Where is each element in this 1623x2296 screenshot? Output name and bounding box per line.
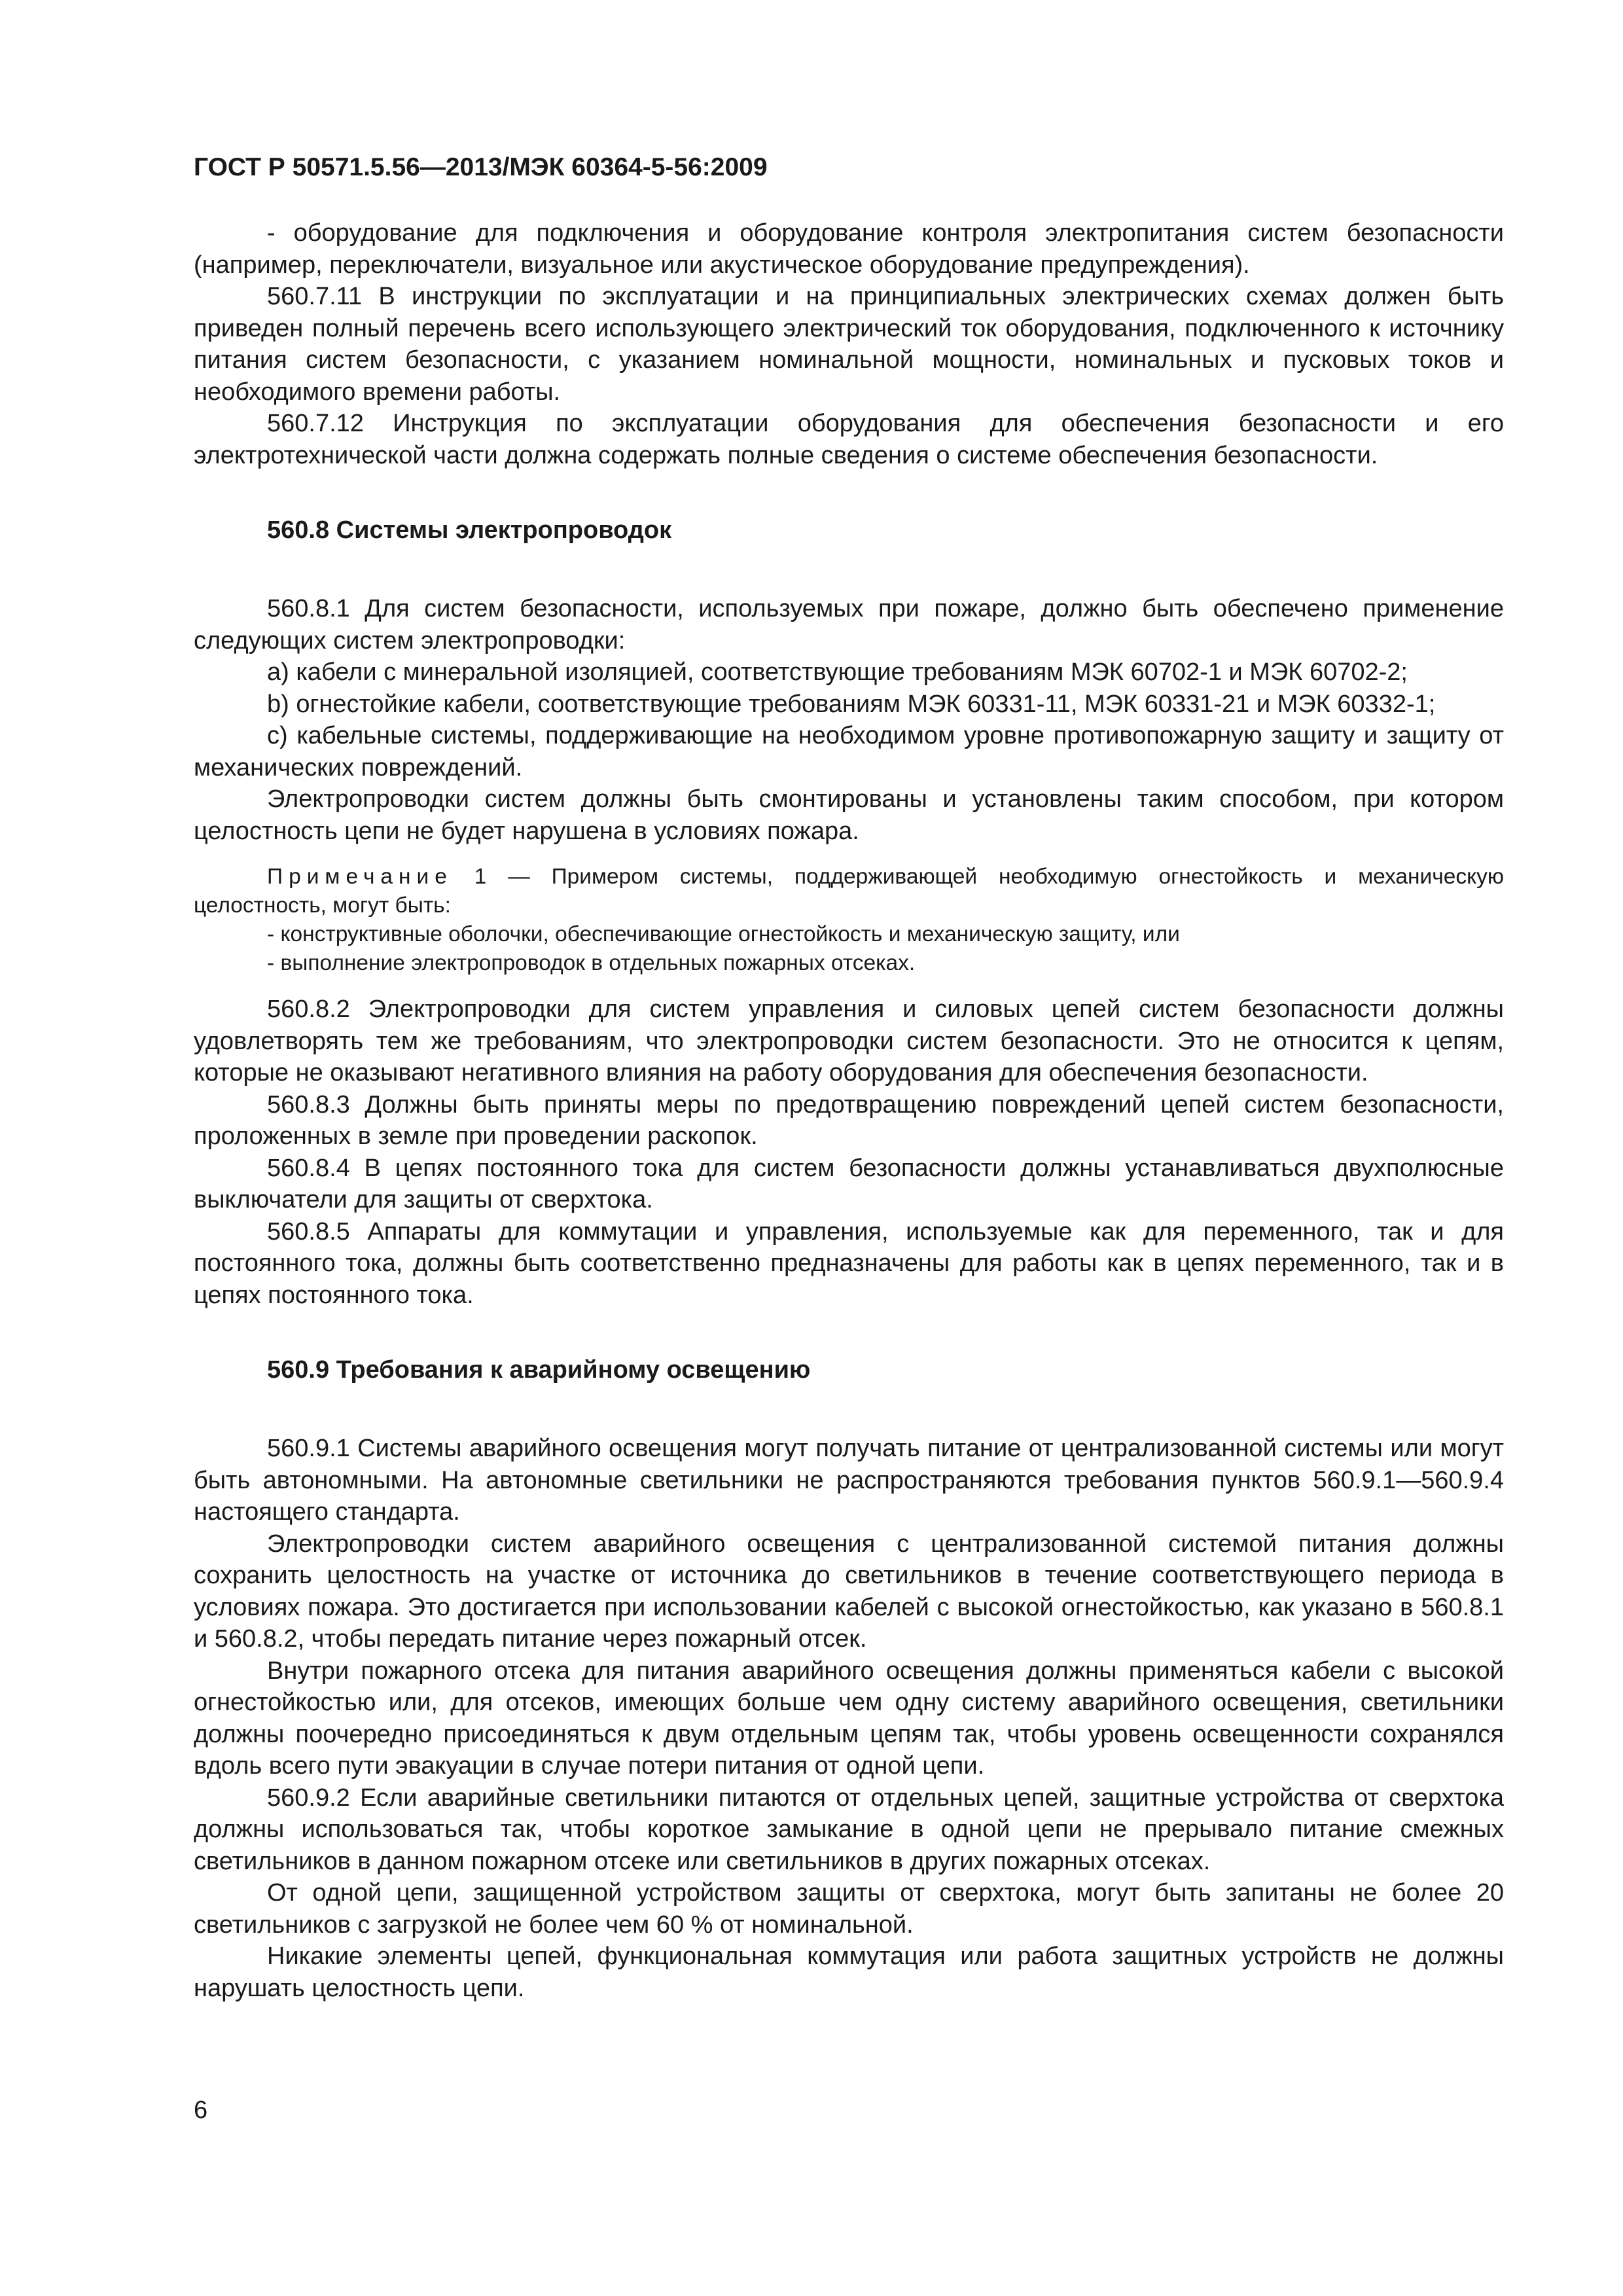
paragraph: 560.8.1 Для систем безопасности, используемых при пожаре, должно быть обеспечено применение следующих систем электропроводки: — [194, 595, 1504, 655]
paragraph: 560.9.2 Если аварийные светильники питаются от отдельных цепей, защитные устройства от сверхтока должны использоваться так, чтобы короткое замыкание в одной цепи не прерывало питание смежных светильников в данном пожарном отсеке или светильников в других пожарных отсеках. — [194, 1784, 1504, 1875]
paragraph: От одной цепи, защищенной устройством защиты от сверхтока, могут быть запитаны не более 20 светильников с загрузкой не более чем 60 % от номинальной. — [194, 1879, 1504, 1939]
paragraph: 560.9.1 Системы аварийного освещения могут получать питание от централизованной системы или могут быть автономными. На автономные светильники не распространяются требования пунктов 560.9.1—560.9.4 настоящего стандарта. — [194, 1435, 1504, 1526]
paragraph: Электропроводки систем аварийного освещения с централизованной системой питания должны сохранить целостность на участке от источника до светильников в течение соответствующего периода в условиях пожара. Это достигается при использовании кабелей с высокой огнестойкостью, как указано в 560.8.1 и 560.8.2, чтобы передать питание через пожарный отсек. — [194, 1530, 1504, 1653]
document-header: ГОСТ Р 50571.5.56—2013/МЭК 60364-5-56:2009 — [194, 153, 768, 181]
document-page — [194, 151, 1504, 2004]
note-item: - конструктивные оболочки, обеспечивающие огнестойкость и механическую защиту, или — [267, 922, 1180, 946]
paragraph: - оборудование для подключения и оборудование контроля электропитания систем безопасности (например, переключатели, визуальное или акустическое оборудование предупреждения). — [194, 219, 1504, 279]
paragraph: Внутри пожарного отсека для питания аварийного освещения должны применяться кабели с высокой огнестойкостью или, для отсеков, имеющих больше чем одну систему аварийного освещения, светильники должны поочередно присоединяться к двум отдельным цепям так, чтобы уровень освещенности сохранялся вдоль всего пути эвакуации в случае потери питания от одной цепи. — [194, 1657, 1504, 1780]
list-item: c) кабельные системы, поддерживающие на необходимом уровне противопожарную защиту и защиту от механических повреждений. — [194, 722, 1504, 781]
paragraph: 560.8.2 Электропроводки для систем управления и силовых цепей систем безопасности должны удовлетворять тем же требованиям, что электропроводки систем безопасности. Это не относится к цепям, которые не оказывают негативного влияния на работу оборудования для обеспечения безопасности. — [194, 996, 1504, 1086]
paragraph: 560.8.4 В цепях постоянного тока для систем безопасности должны устанавливаться двухполюсные выключатели для защиты от сверхтока. — [194, 1154, 1504, 1213]
section-heading-560-8: 560.8 Системы электропроводок — [267, 516, 672, 544]
note-body: 1 — Примером системы, поддерживающей необходимую огнестойкость и механическую целостность, могут быть: — [194, 865, 1505, 918]
note-item: - выполнение электропроводок в отдельных пожарных отсеках. — [267, 951, 916, 975]
list-item: a) кабели с минеральной изоляцией, соответствующие требованиям МЭК 60702-1 и МЭК 60702-2; — [267, 658, 1408, 686]
paragraph: 560.7.11 В инструкции по эксплуатации и на принципиальных электрических схемах должен быть приведен полный перечень всего использующего электрический ток оборудования, подключенного к источнику питания систем безопасности, с указанием номинальной мощности, номинальных и пусковых токов и необходимого времени работы. — [194, 283, 1504, 406]
note-block — [194, 863, 1504, 978]
paragraph: 560.8.5 Аппараты для коммутации и управления, используемые как для переменного, так и для постоянного тока, должны быть соответственно предназначены для работы как в цепях переменного, так и в цепях постоянного тока. — [194, 1217, 1504, 1309]
section-heading-560-9: 560.9 Требования к аварийному освещению — [267, 1356, 811, 1384]
paragraph: 560.7.12 Инструкция по эксплуатации оборудования для обеспечения безопасности и его электротехнической части должна содержать полные сведения о системе обеспечения безопасности. — [194, 410, 1504, 469]
note-label: Примечание — [267, 865, 453, 889]
page-number: 6 — [194, 2096, 208, 2124]
note-text — [194, 863, 1504, 920]
paragraph: Электропроводки систем должны быть смонтированы и установлены таким способом, при котором целостность цепи не будет нарушена в условиях пожара. — [194, 785, 1504, 845]
paragraph: 560.8.3 Должны быть приняты меры по предотвращению повреждений цепей систем безопасности, проложенных в земле при проведении раскопок. — [194, 1090, 1504, 1150]
paragraph: Никакие элементы цепей, функциональная коммутация или работа защитных устройств не должны нарушать целостность цепи. — [194, 1943, 1504, 2002]
list-item: b) огнестойкие кабели, соответствующие требованиям МЭК 60331-11, МЭК 60331-21 и МЭК 60332-1; — [267, 690, 1436, 718]
